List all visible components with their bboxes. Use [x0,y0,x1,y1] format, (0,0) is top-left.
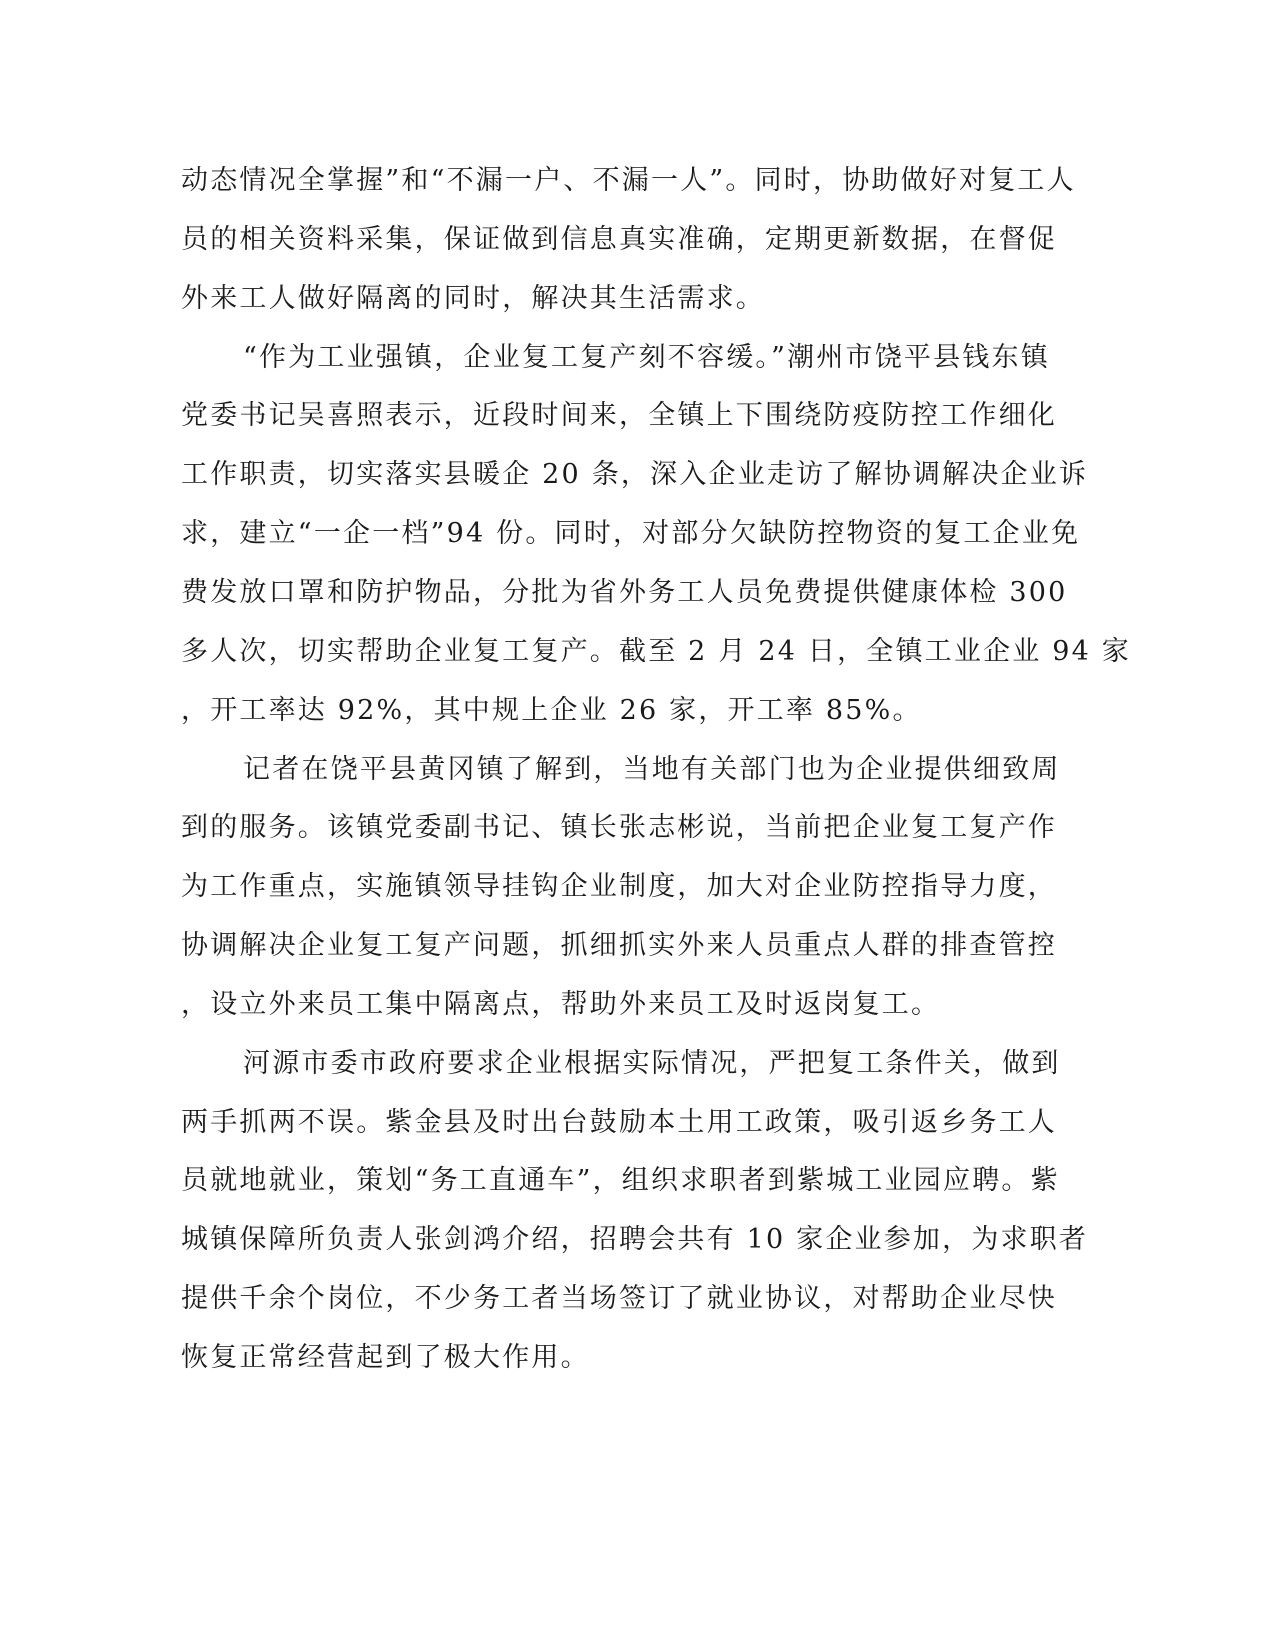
text-line: 费发放口罩和防护物品，分批为省外务工人员免费提供健康体检 300 [181,577,1068,608]
text-line: 为工作重点，实施镇领导挂钩企业制度，加大对企业防控指导力度， [181,871,1057,902]
text-line: ，开工率达 92%，其中规上企业 26 家，开工率 85%。 [181,695,922,726]
text-line: “作为工业强镇，企业复工复产刻不容缓。”潮州市饶平县钱东镇 [243,342,1050,373]
text-line: 外来工人做好隔离的同时，解决其生活需求。 [181,283,765,314]
text-line: 城镇保障所负责人张剑鸿介绍，招聘会共有 10 家企业参加，为求职者 [181,1224,1089,1255]
text-line: 恢复正常经营起到了极大作用。 [181,1342,590,1373]
text-line: 求，建立“一企一档”94 份。同时，对部分欠缺防控物资的复工企业免 [181,518,1081,549]
text-line: 党委书记吴喜照表示，近段时间来，全镇上下围绕防疫防控工作细化 [181,400,1057,431]
text-line: 工作职责，切实落实县暖企 20 条，深入企业走访了解协调解决企业诉 [181,459,1089,490]
text-line: 两手抓两不误。紫金县及时出台鼓励本土用工政策，吸引返乡务工人 [181,1107,1057,1138]
text-line: ，设立外来员工集中隔离点，帮助外来员工及时返岗复工。 [181,989,941,1020]
text-line: 河源市委市政府要求企业根据实际情况，严把复工条件关，做到 [243,1048,1061,1079]
text-line: 员就地就业，策划“务工直通车”，组织求职者到紫城工业园应聘。紫 [181,1165,1060,1196]
text-line: 到的服务。该镇党委副书记、镇长张志彬说，当前把企业复工复产作 [181,812,1057,843]
text-line: 提供千余个岗位，不少务工者当场签订了就业协议，对帮助企业尽快 [181,1283,1057,1314]
text-line: 员的相关资料采集，保证做到信息真实准确，定期更新数据，在督促 [181,224,1057,255]
text-line: 协调解决企业复工复产问题，抓细抓实外来人员重点人群的排查管控 [181,930,1057,961]
text-line: 多人次，切实帮助企业复工复产。截至 2 月 24 日，全镇工业企业 94 家 [181,636,1131,667]
text-line: 动态情况全掌握”和“不漏一户、不漏一人”。同时，协助做好对复工人 [181,165,1076,196]
text-line: 记者在饶平县黄冈镇了解到，当地有关部门也为企业提供细致周 [243,754,1061,785]
